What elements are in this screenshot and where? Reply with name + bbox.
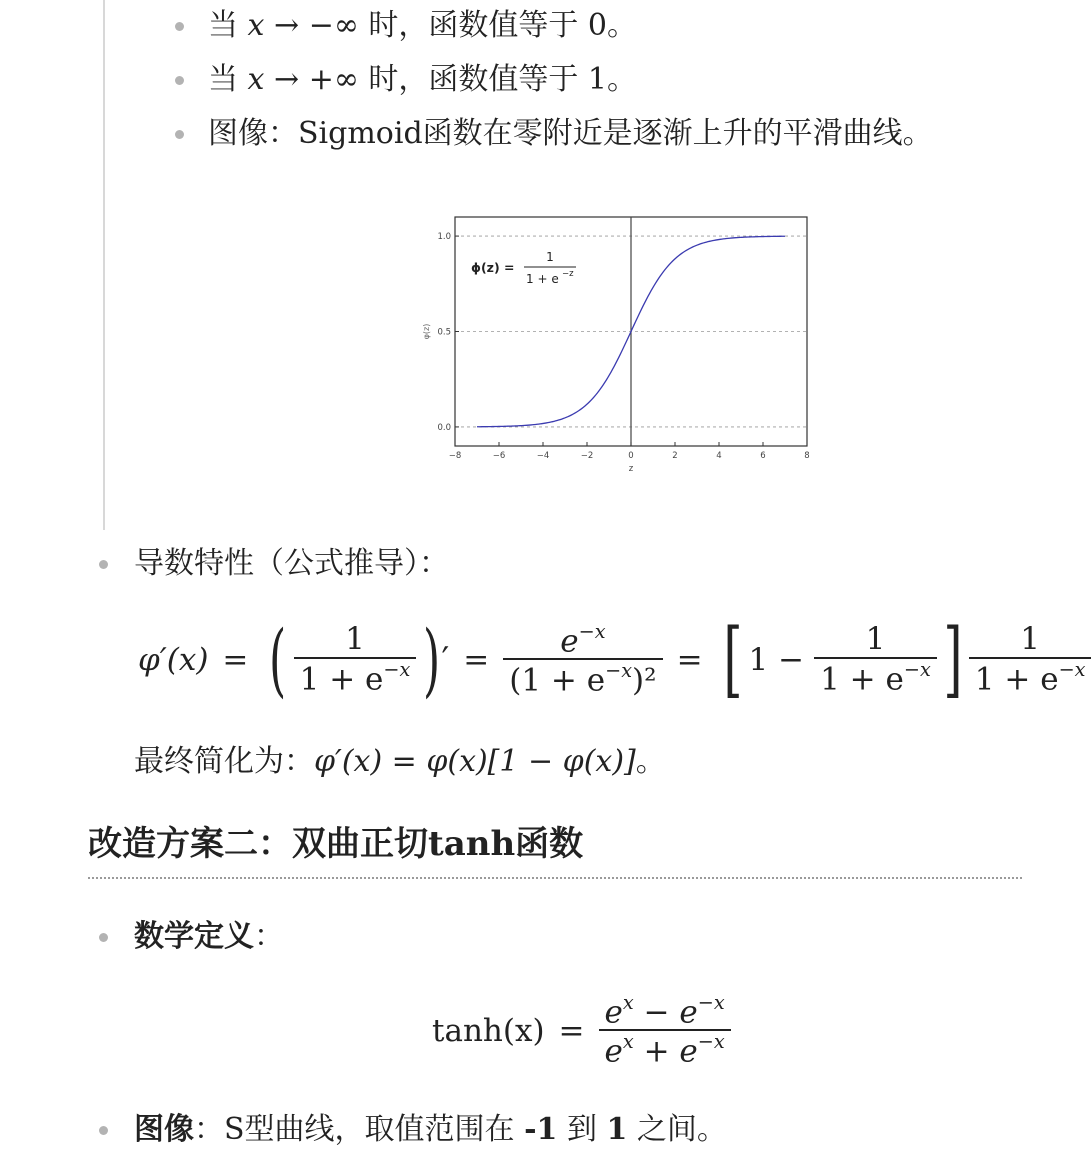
section-heading: 改造方案二：双曲正切tanh函数 — [88, 824, 584, 864]
x-axis-label: z — [628, 464, 634, 474]
simplified-result: 最终简化为：φ′(x) = φ(x)[1 − φ(x)]。 — [134, 744, 666, 779]
bullet-dot — [99, 560, 108, 569]
annotation-den: 1 + e — [526, 272, 559, 286]
x-tick-label: −2 — [580, 451, 594, 461]
x-tick-label: 4 — [716, 451, 722, 461]
tanh-fraction: $\frac{e^x - e^{-x}}{e^x + e^{-x}}$ — [599, 992, 731, 1071]
paren-open: ( — [269, 613, 287, 706]
annotation-lhs: ϕ(z) = — [471, 260, 515, 275]
paren-close: ) — [423, 613, 441, 706]
x-tick-label: −8 — [448, 451, 462, 461]
bullet-dot — [175, 76, 184, 85]
annotation-den-exp: −z — [562, 269, 574, 279]
image-range-text: 图像：S型曲线，取值范围在 -1 到 1 之间。 — [134, 1112, 727, 1147]
y-tick-label: 1.0 — [437, 232, 451, 243]
fraction-2: $\frac{e^{-x}}{(1 + e^{-x})^2}$ — [503, 621, 662, 700]
fraction-4: $\frac{1}{1 + e^{-x}}$ — [969, 622, 1091, 697]
sigmoid-chart — [420, 205, 820, 485]
bullet-limit-pos: 当 x → +∞ 时，函数值等于 1。 — [208, 62, 637, 97]
fraction-1: $\frac{1}{1 + e^{-x}}$ — [294, 622, 417, 697]
derivative-formula: φ′(x) = ( $\frac{1}{1 + e^{-x}}$ ) ′ = $\frac{e^{-x}}{(1 + e^{-x})^2}$ = [ 1 − $\frac{1}{1 + e^{-x}}$ ] $\frac{1}{1 + e^{-x}}$ — [138, 605, 1091, 715]
bullet-dot — [175, 22, 184, 31]
bracket-open: [ — [722, 612, 743, 707]
x-tick-label: 2 — [672, 451, 678, 461]
y-axis-label: φ(z) — [422, 323, 431, 340]
y-tick-label: 0.5 — [437, 327, 451, 338]
blockquote-bar — [103, 0, 105, 530]
bullet-limit-neg: 当 x → −∞ 时，函数值等于 0。 — [208, 8, 637, 43]
bullet-image-desc: 图像：Sigmoid函数在零附近是逐渐上升的平滑曲线。 — [208, 116, 933, 151]
y-tick-label: 0.0 — [437, 422, 451, 433]
x-tick-label: 0 — [628, 451, 634, 461]
x-tick-label: 6 — [760, 451, 766, 461]
tanh-formula: tanh(x) = $\frac{e^x - e^{-x}}{e^x + e^{-x}}$ — [432, 986, 731, 1076]
x-tick-label: −4 — [536, 451, 550, 461]
bullet-dot — [99, 1126, 108, 1135]
bracket-close: ] — [943, 612, 963, 707]
x-tick-label: 8 — [804, 451, 810, 461]
formula-lhs: φ′(x) — [138, 642, 209, 678]
x-tick-label: −6 — [492, 451, 506, 461]
definition-label: 数学定义： — [134, 919, 284, 954]
fraction-3: $\frac{1}{1 + e^{-x}}$ — [814, 622, 937, 697]
bullet-dot — [99, 933, 108, 942]
heading-divider — [88, 877, 1022, 879]
derivative-label: 导数特性（公式推导）： — [134, 546, 449, 581]
bullet-dot — [175, 130, 184, 139]
annotation-num: 1 — [546, 250, 554, 264]
